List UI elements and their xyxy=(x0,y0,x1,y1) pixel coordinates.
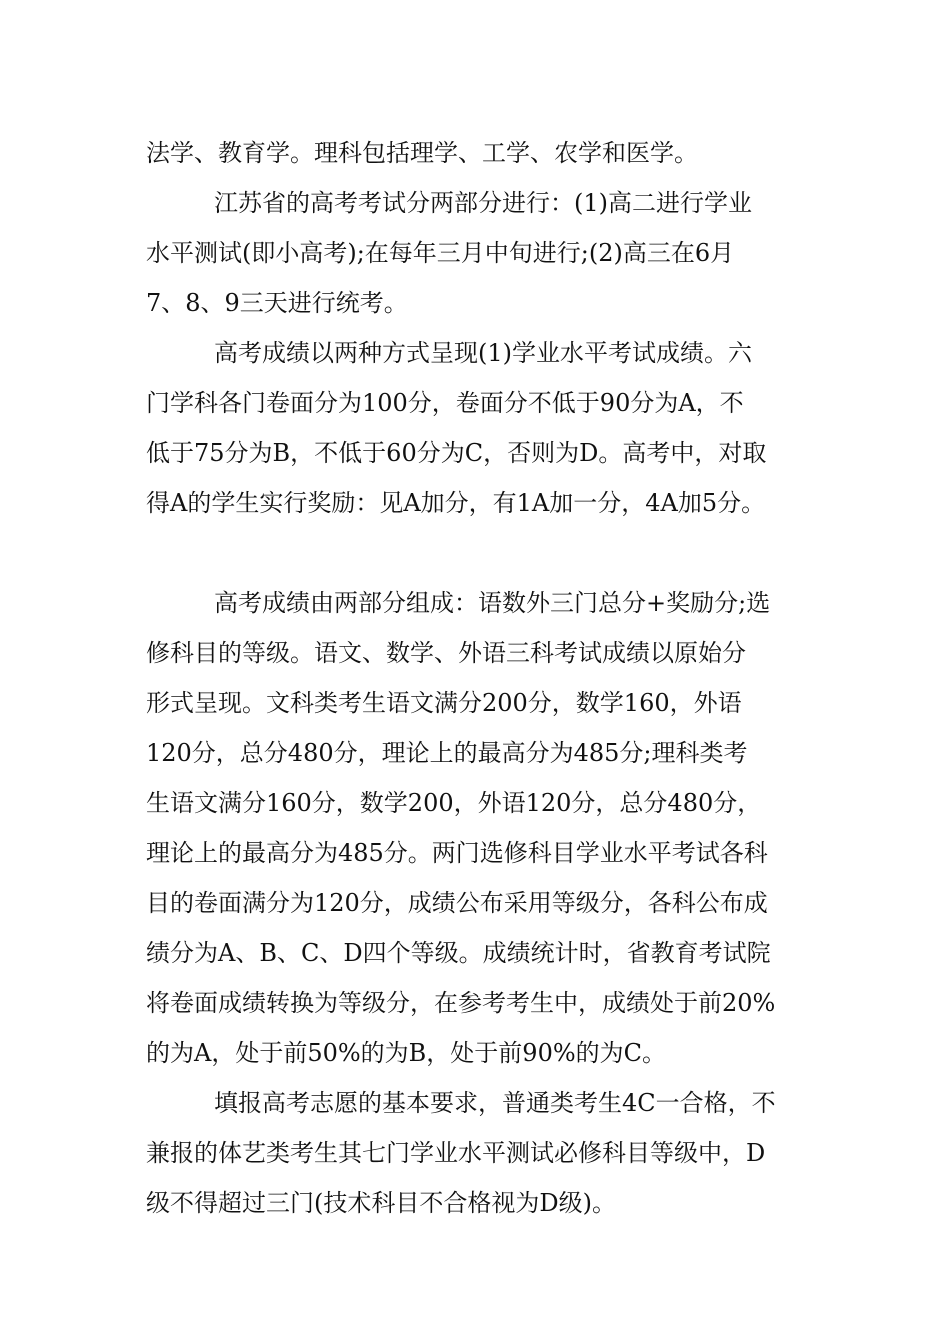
text-line: 7、8、9三天进行统考。 xyxy=(146,289,408,317)
text-line: 得A的学生实行奖励：见A加分，有1A加一分，4A加5分。 xyxy=(146,489,766,517)
paragraph-4 xyxy=(146,578,812,1078)
document-page xyxy=(146,128,812,1228)
text-line: 兼报的体艺类考生其七门学业水平测试必修科目等级中，D xyxy=(146,1139,766,1167)
paragraph-5 xyxy=(146,1078,812,1228)
paragraph-3 xyxy=(146,328,812,528)
text-line: 绩分为A、B、C、D四个等级。成绩统计时，省教育考试院 xyxy=(146,939,771,967)
paragraph-spacer xyxy=(146,528,812,578)
text-line: 高考成绩以两种方式呈现(1)学业水平考试成绩。六 xyxy=(214,339,752,367)
text-line: 120分，总分480分，理论上的最高分为485分;理科类考 xyxy=(146,739,748,767)
text-line: 理论上的最高分为485分。两门选修科目学业水平考试各科 xyxy=(146,839,768,867)
text-line: 高考成绩由两部分组成：语数外三门总分+奖励分;选 xyxy=(214,589,771,617)
text-line: 目的卷面满分为120分，成绩公布采用等级分，各科公布成 xyxy=(146,889,768,917)
text-line: 水平测试(即小高考);在每年三月中旬进行;(2)高三在6月 xyxy=(146,239,735,267)
text-line: 级不得超过三门(技术科目不合格视为D级)。 xyxy=(146,1189,616,1217)
text-line: 将卷面成绩转换为等级分，在参考考生中，成绩处于前20% xyxy=(146,989,776,1017)
text-line: 低于75分为B，不低于60分为C，否则为D。高考中，对取 xyxy=(146,439,767,467)
text-line: 门学科各门卷面分为100分，卷面分不低于90分为A，不 xyxy=(146,389,744,417)
paragraph-1 xyxy=(146,128,812,178)
text-line: 的为A，处于前50%的为B，处于前90%的为C。 xyxy=(146,1039,667,1067)
text-line: 生语文满分160分，数学200，外语120分，总分480分， xyxy=(146,789,762,817)
text-line: 修科目的等级。语文、数学、外语三科考试成绩以原始分 xyxy=(146,639,746,667)
text-line: 形式呈现。文科类考生语文满分200分，数学160，外语 xyxy=(146,689,742,717)
text-line: 法学、教育学。理科包括理学、工学、农学和医学。 xyxy=(146,139,698,167)
text-line: 填报高考志愿的基本要求，普通类考生4C一合格，不 xyxy=(214,1089,776,1117)
paragraph-2 xyxy=(146,178,812,328)
text-line: 江苏省的高考考试分两部分进行：(1)高二进行学业 xyxy=(214,189,752,217)
